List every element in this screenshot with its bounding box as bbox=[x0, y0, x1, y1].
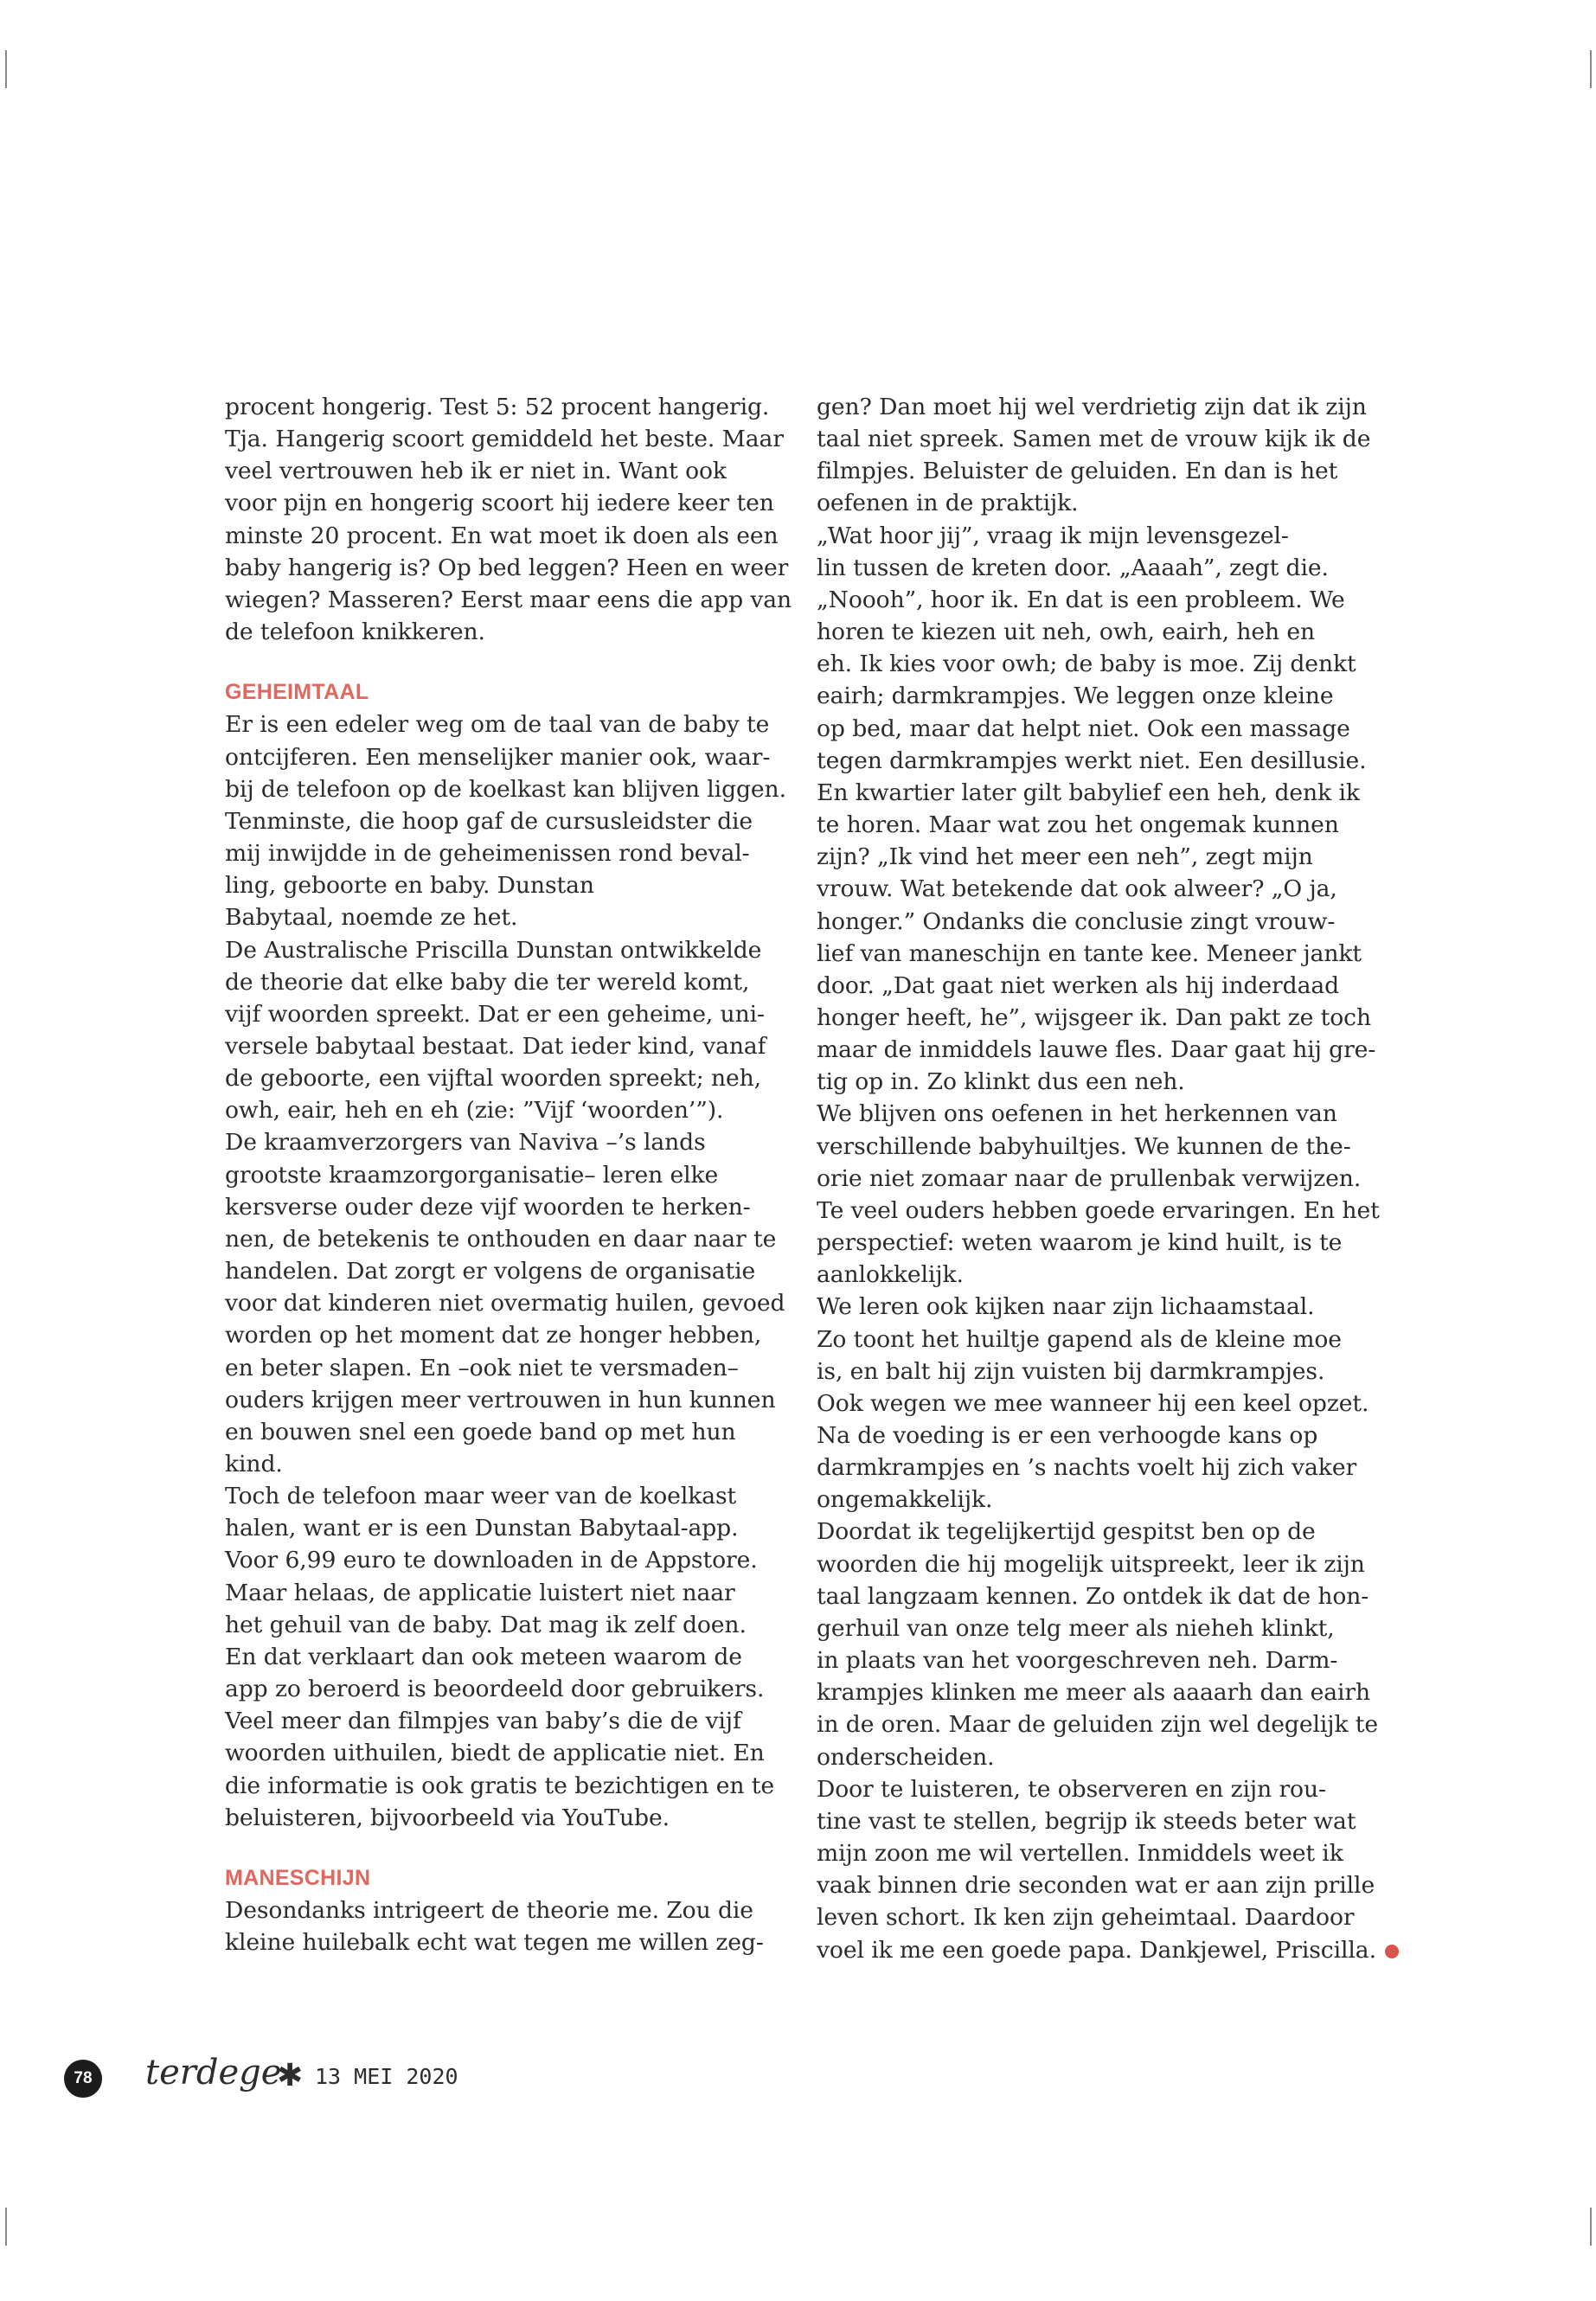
text-line: Te veel ouders hebben goede ervaringen. En het bbox=[817, 1196, 1380, 1224]
text-line: aanlokkelijk. bbox=[817, 1261, 964, 1289]
text-line: op bed, maar dat helpt niet. Ook een massage bbox=[817, 715, 1350, 742]
text-line: in plaats van het voorgeschreven neh. Darm- bbox=[817, 1647, 1338, 1675]
text-line: in de oren. Maar de geluiden zijn wel degelijk te bbox=[817, 1711, 1379, 1739]
section-heading-maneschijn: MANESCHIJN bbox=[225, 1865, 371, 1890]
text-line: veel vertrouwen heb ik er niet in. Want ook bbox=[225, 458, 727, 485]
end-mark-icon bbox=[1385, 1945, 1399, 1958]
text-line: wiegen? Masseren? Eerst maar eens die app van bbox=[225, 586, 792, 613]
text-line: bij de telefoon op de koelkast kan blijven liggen. bbox=[225, 775, 786, 803]
text-line: Doordat ik tegelijkertijd gespitst ben op de bbox=[817, 1518, 1316, 1546]
text-line: Maar helaas, de applicatie luistert niet naar bbox=[225, 1579, 735, 1606]
text-line: Babytaal, noemde ze het. bbox=[225, 904, 518, 932]
text-line: En dat verklaart dan ook meteen waarom de bbox=[225, 1643, 742, 1670]
text-line: vijf woorden spreekt. Dat er een geheime, uni- bbox=[225, 1000, 765, 1028]
text-line: taal langzaam kennen. Zo ontdek ik dat de hon- bbox=[817, 1582, 1369, 1610]
issue-date: 13 MEI 2020 bbox=[315, 2064, 458, 2089]
text-line: baby hangerig is? Op bed leggen? Heen en weer bbox=[225, 554, 789, 581]
text-line: orie niet zomaar naar de prullenbak verwijzen. bbox=[817, 1164, 1362, 1192]
text-line: Tenminste, die hoop gaf de cursusleidster die bbox=[225, 807, 753, 835]
text-line: eairh; darmkrampjes. We leggen onze kleine bbox=[817, 683, 1334, 710]
text-line: voor pijn en hongerig scoort hij iedere keer ten bbox=[225, 490, 774, 517]
text-line: De kraamverzorgers van Naviva –’s lands bbox=[225, 1129, 706, 1157]
page-number: 78 bbox=[64, 2060, 102, 2098]
left-column-intro bbox=[225, 391, 792, 648]
text-line: en beter slapen. En –ook niet te versmaden– bbox=[225, 1354, 739, 1381]
left-column-body bbox=[225, 708, 786, 1833]
text-line: „Noooh”, hoor ik. En dat is een probleem. We bbox=[817, 586, 1345, 613]
text-line: lin tussen de kreten door. „Aaaah”, zegt die. bbox=[817, 554, 1329, 581]
text-line: horen te kiezen uit neh, owh, eairh, heh en bbox=[817, 619, 1316, 646]
text-line: ouders krijgen meer vertrouwen in hun kunnen bbox=[225, 1386, 776, 1413]
text-line: ontcijferen. Een menselijker manier ook, waar- bbox=[225, 743, 771, 771]
text-line: We blijven ons oefenen in het herkennen van bbox=[817, 1100, 1337, 1128]
text-line: Desondanks intrigeert de theorie me. Zou die bbox=[225, 1897, 753, 1925]
text-line: owh, eair, heh en eh (zie: ”Vijf ‘woorden’”). bbox=[225, 1097, 724, 1125]
text-line: en bouwen snel een goede band op met hun bbox=[225, 1418, 736, 1445]
right-column-body bbox=[817, 391, 1380, 1966]
text-line: eh. Ik kies voor owh; de baby is moe. Zij denkt bbox=[817, 651, 1356, 678]
text-line: woorden die hij mogelijk uitspreekt, leer ik zijn bbox=[817, 1550, 1365, 1578]
text-line: Toch de telefoon maar weer van de koelkast bbox=[225, 1483, 737, 1510]
text-line: vrouw. Wat betekende dat ook alweer? „O ja, bbox=[817, 875, 1337, 903]
text-line: darmkrampjes en ’s nachts voelt hij zich vaker bbox=[817, 1454, 1357, 1482]
text-line: kind. bbox=[225, 1451, 283, 1477]
text-line: onderscheiden. bbox=[817, 1743, 995, 1771]
text-line: mijn zoon me wil vertellen. Inmiddels weet ik bbox=[817, 1840, 1343, 1868]
text-line: kersverse ouder deze vijf woorden te herken- bbox=[225, 1193, 751, 1221]
text-line: oefenen in de praktijk. bbox=[817, 490, 1079, 517]
text-line: ongemakkelijk. bbox=[817, 1486, 993, 1514]
text-line: gen? Dan moet hij wel verdrietig zijn dat ik zijn bbox=[817, 394, 1367, 420]
section-heading-geheimtaal: GEHEIMTAAL bbox=[225, 680, 369, 705]
text-line: door. „Dat gaat niet werken als hij inderdaad bbox=[817, 971, 1340, 999]
text-line: Voor 6,99 euro te downloaden in de Appstore. bbox=[225, 1547, 758, 1574]
text-line: is, en balt hij zijn vuisten bij darmkrampjes. bbox=[817, 1357, 1325, 1385]
text-line: Veel meer dan filmpjes van baby’s die de vijf bbox=[225, 1708, 741, 1735]
text-line: verschillende babyhuiltjes. We kunnen de the- bbox=[817, 1132, 1351, 1160]
text-line: taal niet spreek. Samen met de vrouw kijk ik de bbox=[817, 426, 1371, 453]
text-line: perspectief: weten waarom je kind huilt, is te bbox=[817, 1229, 1343, 1257]
text-line: Zo toont het huiltje gapend als de kleine moe bbox=[817, 1325, 1342, 1353]
text-line: grootste kraamzorgorganisatie– leren elke bbox=[225, 1161, 719, 1189]
text-line: minste 20 procent. En wat moet ik doen als een bbox=[225, 522, 779, 549]
text-line: kleine huilebalk echt wat tegen me willen zeg- bbox=[225, 1929, 764, 1957]
text-line: Door te luisteren, te observeren en zijn rou- bbox=[817, 1775, 1326, 1803]
text-line: te horen. Maar wat zou het ongemak kunnen bbox=[817, 811, 1339, 839]
text-line: procent hongerig. Test 5: 52 procent hangerig. bbox=[225, 394, 770, 420]
text-line: krampjes klinken me meer als aaaarh dan eairh bbox=[817, 1679, 1371, 1707]
text-line: de telefoon knikkeren. bbox=[225, 619, 485, 646]
text-line: We leren ook kijken naar zijn lichaamstaal. bbox=[817, 1293, 1315, 1321]
text-line: de theorie dat elke baby die ter wereld komt, bbox=[225, 968, 750, 996]
text-line: honger heeft, he”, wijsgeer ik. Dan pakt ze toch bbox=[817, 1003, 1371, 1031]
text-line: En kwartier later gilt babylief een heh, denk ik bbox=[817, 779, 1360, 806]
text-line: halen, want er is een Dunstan Babytaal-app. bbox=[225, 1515, 739, 1542]
text-line: Ook wegen we mee wanneer hij een keel opzet. bbox=[817, 1389, 1369, 1417]
text-line: app zo beroerd is beoordeeld door gebruikers. bbox=[225, 1676, 765, 1703]
crop-mark-bottom-left bbox=[5, 2208, 7, 2246]
text-line: nen, de betekenis te onthouden en daar naar te bbox=[225, 1225, 777, 1253]
left-column-closing bbox=[225, 1894, 783, 1958]
text-line: handelen. Dat zorgt er volgens de organisatie bbox=[225, 1258, 756, 1285]
text-line: gerhuil van onze telg meer als nieheh klinkt, bbox=[817, 1614, 1335, 1642]
text-line: het gehuil van de baby. Dat mag ik zelf doen. bbox=[225, 1611, 747, 1638]
text-line: worden op het moment dat ze honger hebben, bbox=[225, 1322, 762, 1349]
text-line: ling, geboorte en baby. Dunstan bbox=[225, 872, 594, 900]
text-line: vaak binnen drie seconden wat er aan zijn prille bbox=[817, 1872, 1375, 1900]
text-line: filmpjes. Beluister de geluiden. En dan is het bbox=[817, 458, 1338, 485]
text-line: De Australische Priscilla Dunstan ontwikkelde bbox=[225, 936, 762, 964]
text-line: leven schort. Ik ken zijn geheimtaal. Daardoor bbox=[817, 1904, 1355, 1932]
asterisk-icon: ✱ bbox=[277, 2058, 304, 2093]
text-line: Na de voeding is er een verhoogde kans op bbox=[817, 1422, 1318, 1449]
text-line: tine vast te stellen, begrijp ik steeds beter wat bbox=[817, 1807, 1356, 1835]
right-column bbox=[817, 391, 1380, 1966]
text-line: Er is een edeler weg om de taal van de baby te bbox=[225, 711, 770, 739]
text-line: voel ik me een goede papa. Dankjewel, Priscilla. bbox=[817, 1934, 1375, 1966]
crop-mark-top-right bbox=[1590, 50, 1592, 88]
left-column bbox=[225, 391, 792, 1958]
crop-mark-top-left bbox=[5, 50, 7, 88]
text-line: „Wat hoor jij”, vraag ik mijn levensgezel- bbox=[817, 522, 1289, 549]
text-line: voor dat kinderen niet overmatig huilen, gevoed bbox=[225, 1290, 785, 1317]
text-line: beluisteren, bijvoorbeeld via YouTube. bbox=[225, 1804, 670, 1831]
text-line: woorden uithuilen, biedt de applicatie niet. En bbox=[225, 1740, 765, 1767]
magazine-logo: terdege bbox=[145, 2053, 282, 2093]
text-line: Tja. Hangerig scoort gemiddeld het beste. Maar bbox=[225, 426, 784, 453]
text-line: lief van maneschijn en tante kee. Meneer jankt bbox=[817, 939, 1362, 967]
text-line: zijn? „Ik vind het meer een neh”, zegt mijn bbox=[817, 843, 1313, 871]
text-line: mij inwijdde in de geheimenissen rond beval- bbox=[225, 840, 750, 868]
text-line: versele babytaal bestaat. Dat ieder kind, vanaf bbox=[225, 1032, 766, 1060]
text-line: tegen darmkrampjes werkt niet. Een desillusie. bbox=[817, 747, 1367, 774]
text-line: maar de inmiddels lauwe fles. Daar gaat hij gre- bbox=[817, 1036, 1376, 1064]
crop-mark-bottom-right bbox=[1590, 2208, 1592, 2246]
text-line: de geboorte, een vijftal woorden spreekt; neh, bbox=[225, 1065, 762, 1093]
text-line: die informatie is ook gratis te bezichtigen en te bbox=[225, 1772, 775, 1799]
text-line: tig op in. Zo klinkt dus een neh. bbox=[817, 1068, 1185, 1096]
text-line: honger.” Ondanks die conclusie zingt vrouw- bbox=[817, 907, 1336, 935]
